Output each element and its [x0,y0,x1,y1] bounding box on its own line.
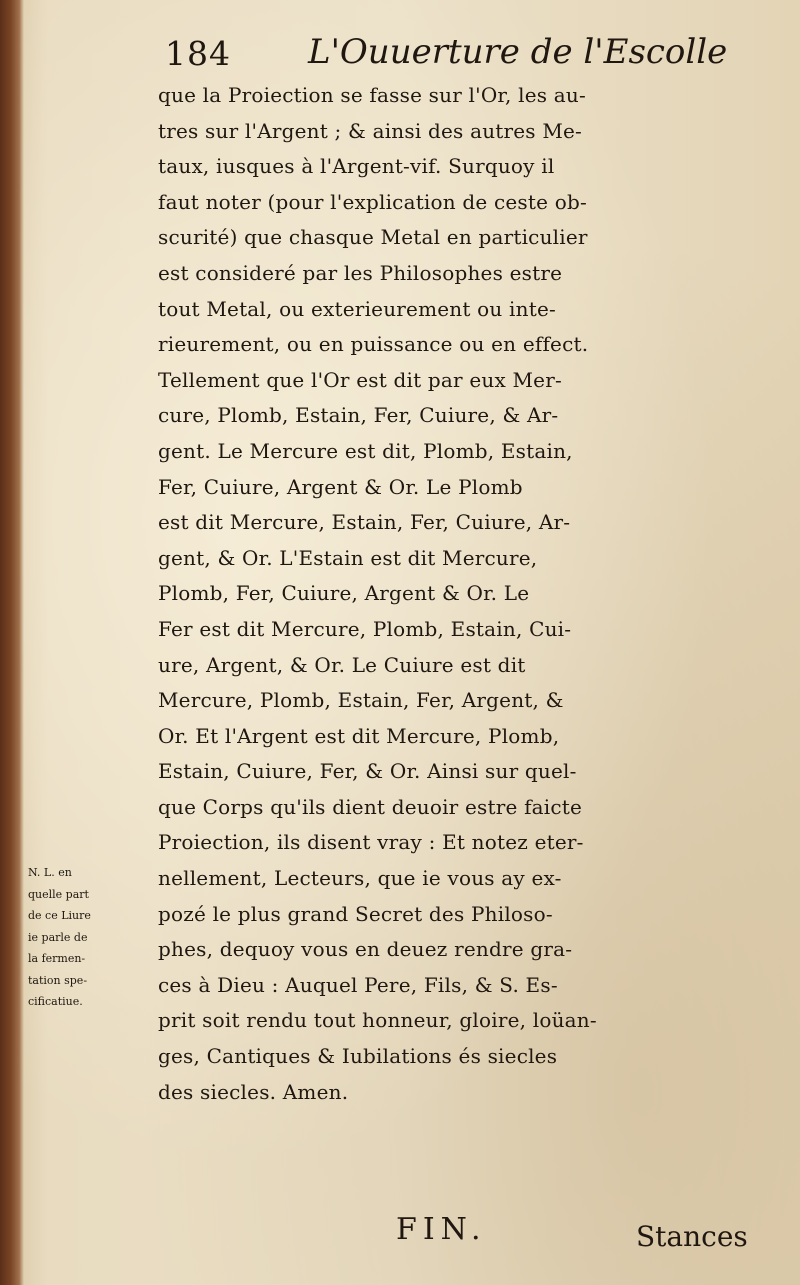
text-line: est consideré par les Philosophes estre [158,260,563,285]
text-line: Fer, Cuiure, Argent & Or. Le Plomb [158,474,523,499]
binding-edge [0,0,24,1285]
text-line: pozé le plus grand Secret des Philoso- [158,901,553,926]
marginal-note [28,862,156,1013]
text-line: tout Metal, ou exterieurement ou inte- [158,296,556,321]
marginal-note-line: cificatiue. [28,995,83,1008]
marginal-note-line: de ce Liure [28,909,91,922]
page-number: 184 [165,34,231,73]
text-line: phes, dequoy vous en deuez rendre gra- [158,937,573,962]
text-line: Fer est dit Mercure, Plomb, Estain, Cui- [158,616,572,641]
text-line: que Corps qu'ils dient deuoir estre faicte [158,794,583,819]
catchword: Stances [636,1220,748,1253]
text-line: cure, Plomb, Estain, Fer, Cuiure, & Ar- [158,403,559,428]
text-line: Tellement que l'Or est dit par eux Mer- [158,367,562,392]
text-line: prit soit rendu tout honneur, gloire, loüan- [158,1008,597,1033]
marginal-note-line: la fermen- [28,952,86,965]
text-line: nellement, Lecteurs, que ie vous ay ex- [158,866,562,891]
text-line: Proiection, ils disent vray : Et notez eter- [158,830,584,855]
running-title: L'Ouuerture de l'Escolle [308,32,728,72]
text-line: ges, Cantiques & Iubilations és siecles [158,1044,558,1069]
text-line: tres sur l'Argent ; & ainsi des autres Me- [158,118,582,143]
marginal-note-line: tation spe- [28,973,88,987]
text-line: des siecles. Amen. [158,1079,349,1104]
text-line: scurité) que chasque Metal en particulier [158,225,588,250]
text-line: Or. Et l'Argent est dit Mercure, Plomb, [158,723,560,748]
marginal-note-line: quelle part [28,887,89,901]
marginal-note-line: N. L. en [28,866,72,879]
text-line: Estain, Cuiure, Fer, & Or. Ainsi sur quel- [158,759,577,784]
main-text [158,78,778,1110]
text-line: rieurement, ou en puissance ou en effect. [158,332,589,357]
text-line: ces à Dieu : Auquel Pere, Fils, & S. Es- [158,972,558,997]
text-line: est dit Mercure, Estain, Fer, Cuiure, Ar- [158,510,571,535]
text-line: Plomb, Fer, Cuiure, Argent & Or. Le [158,581,530,606]
text-line: ure, Argent, & Or. Le Cuiure est dit [158,652,526,677]
text-line: faut noter (pour l'explication de ceste ob- [158,189,587,214]
text-line: gent. Le Mercure est dit, Plomb, Estain, [158,438,573,463]
marginal-note-line: ie parle de [28,930,88,944]
page-header [150,26,728,78]
text-line: que la Proiection se fasse sur l'Or, les au- [158,83,586,107]
fin-mark: FIN. [396,1212,487,1247]
text-line: taux, iusques à l'Argent-vif. Surquoy il [158,154,555,179]
text-line: Mercure, Plomb, Estain, Fer, Argent, & [158,688,564,713]
text-line: gent, & Or. L'Estain est dit Mercure, [158,545,538,570]
